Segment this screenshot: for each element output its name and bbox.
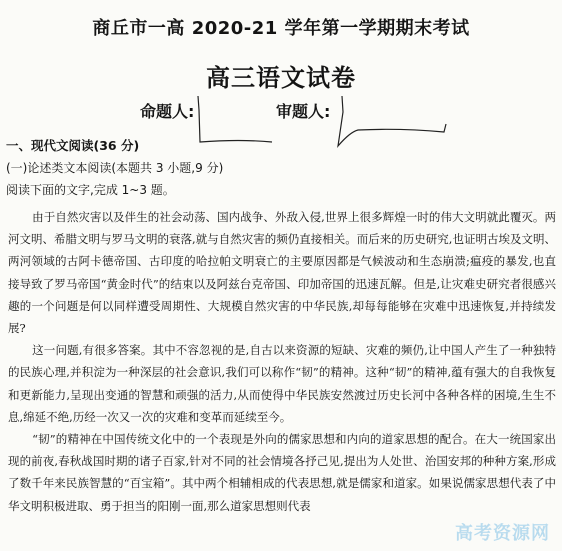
exam-title: 商丘市一高 2020-21 学年第一学期期末考试 — [92, 18, 470, 39]
reviewer-blank-line — [338, 96, 446, 146]
passage-paragraph: 这一问题,有很多答案。其中不容忽视的是,自古以来资源的短缺、灾难的频仍,让中国人产生了一种独特的民族心理,并积淀为一种深层的社会意识,我们可以称作“韧”的精神。这种“韧”的精神,蕴有强大的自我恢复和更新能力,呈现出变通的智慧和顽强的活力,从而使得中华民族安然渡过历史长河中各种各样的困境,生生不息,绵延不绝,历经一次又一次的灾难和变革而延续至今。 — [8, 343, 556, 424]
section-subheading: (一)论述类文本阅读(本题共 3 小题,9 分) — [6, 161, 224, 175]
reading-instruction: 阅读下面的文字,完成 1~3 题。 — [6, 183, 175, 197]
reviewer-label: 审题人: — [276, 102, 331, 121]
passage-paragraph: “韧”的精神在中国传统文化中的一个表现是外向的儒家思想和内向的道家思想的配合。在大一统国家出现的前夜,春秋战国时期的诸子百家,针对不同的社会情境各抒己见,提出为人处世、治国安邦的种种方案,形成了数千年来民族智慧的“百宝箱”。其中两个相辅相成的代表思想,就是儒家和道家。如果说儒家思想代表了中华文明积极进取、勇于担当的阳刚一面,那么道家思想则代表 — [8, 432, 556, 513]
section-heading: 一、现代文阅读(36 分) — [6, 138, 140, 153]
setter-blank-line — [198, 96, 272, 142]
watermark-logo: 高考资源网 — [455, 523, 550, 544]
passage-paragraph: 由于自然灾害以及伴生的社会动荡、国内战争、外敌入侵,世界上很多辉煌一时的伟大文明就此覆灭。两河文明、希腊文明与罗马文明的衰落,就与自然灾害的频仍直接相关。而后来的历史研究,也证明古埃及文明、两河领域的古阿卡德帝国、古印度的哈拉帕文明衰亡的主要原因都是气候波动和生态崩溃;瘟疫的暴发,也直接导致了罗马帝国“黄金时代”的结束以及阿兹台克帝国、印加帝国的迅速瓦解。但是,让灾难史研究者很感兴趣的一个问题是何以同样遭受周期性、大规模自然灾害的中华民族,却每每能够在灾难中迅速恢复,并持续发展? — [8, 210, 556, 336]
reading-passage — [8, 206, 556, 517]
setter-label: 命题人: — [140, 102, 195, 121]
paper-title: 高三语文试卷 — [206, 64, 356, 92]
